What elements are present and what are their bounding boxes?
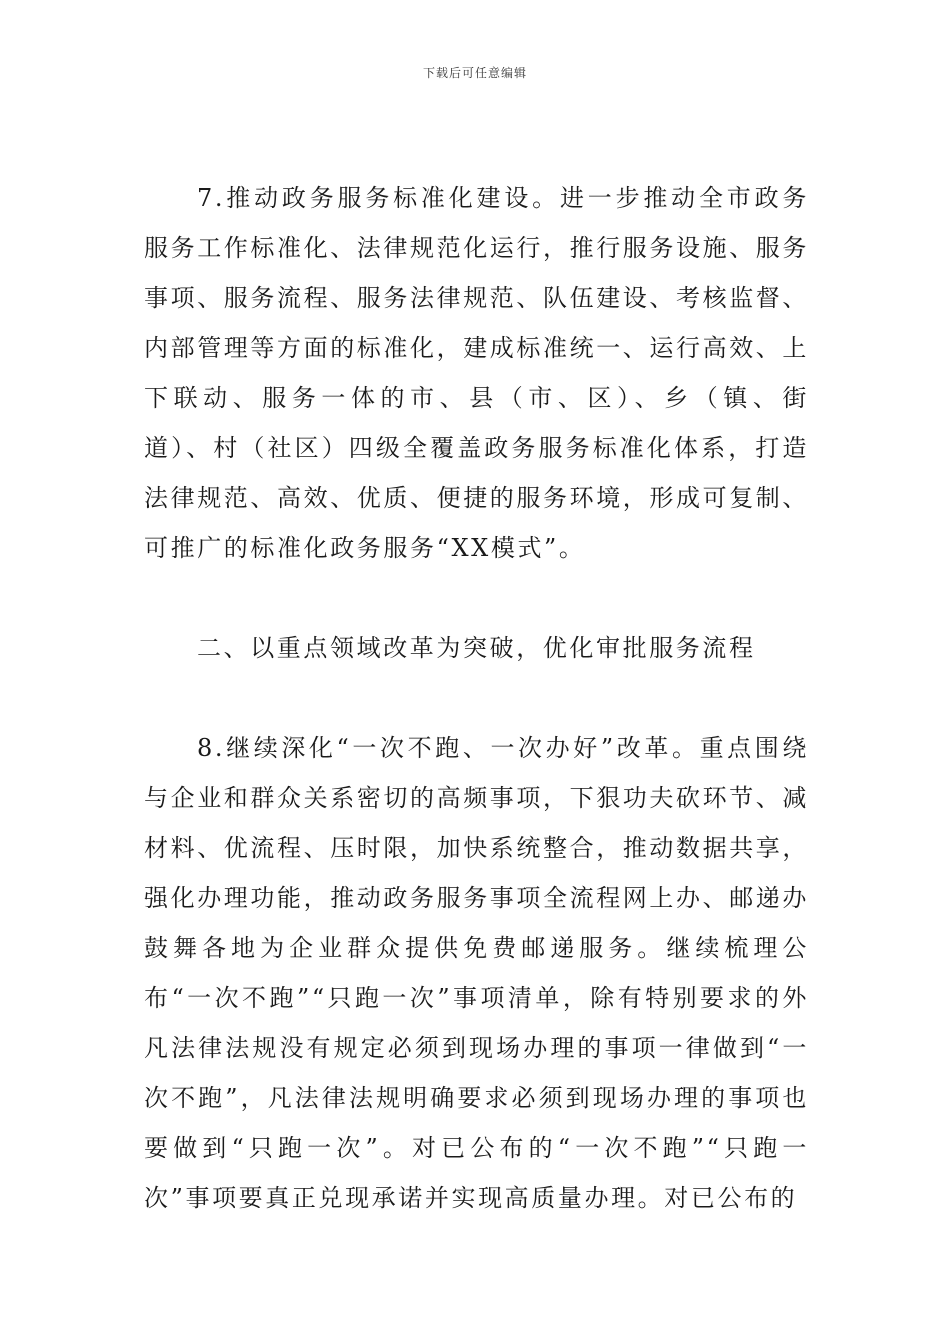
page-header-note: 下载后可任意编辑 — [422, 66, 527, 80]
paragraph-item-8: 8.继续深化“一次不跑、一次办好”改革。重点围绕与企业和群众关系密切的高频事项，下狠功夫砍环节、减材料、优流程、压时限，加快系统整合，推动数据共享，强化办理功能，推动政务服务事项全流程网上办、邮递办鼓舞各地为企业群众提供免费邮递服务。继续梳理公布“一次不跑”“只跑一次”事项清单，除有特别要求的外凡法律法规没有规定必须到现场办理的事项一律做到“一次不跑”，凡法律法规明确要求必须到现场办理的事项也要做到“只跑一次”。对已公布的“一次不跑”“只跑一次”事项要真正兑现承诺并实现高质量办理。对已公布的 — [144, 734, 809, 1212]
document-body — [144, 173, 809, 1223]
section-heading: 二、以重点领域改革为突破，优化审批服务流程 — [197, 634, 756, 662]
paragraph-item-7: 7.推动政务服务标准化建设。进一步推动全市政务服务工作标准化、法律规范化运行，推行服务设施、服务事项、服务流程、服务法律规范、队伍建设、考核监督、内部管理等方面的标准化，建成标准统一、运行高效、上下联动、服务一体的市、县（市、区）、乡（镇、街道）、村（社区）四级全覆盖政务服务标准化体系，打造法律规范、高效、优质、便捷的服务环境，形成可复制、可推广的标准化政务服务“XX模式”。 — [144, 184, 809, 562]
paragraph-spacer — [144, 673, 809, 723]
paragraph-spacer — [144, 573, 809, 623]
